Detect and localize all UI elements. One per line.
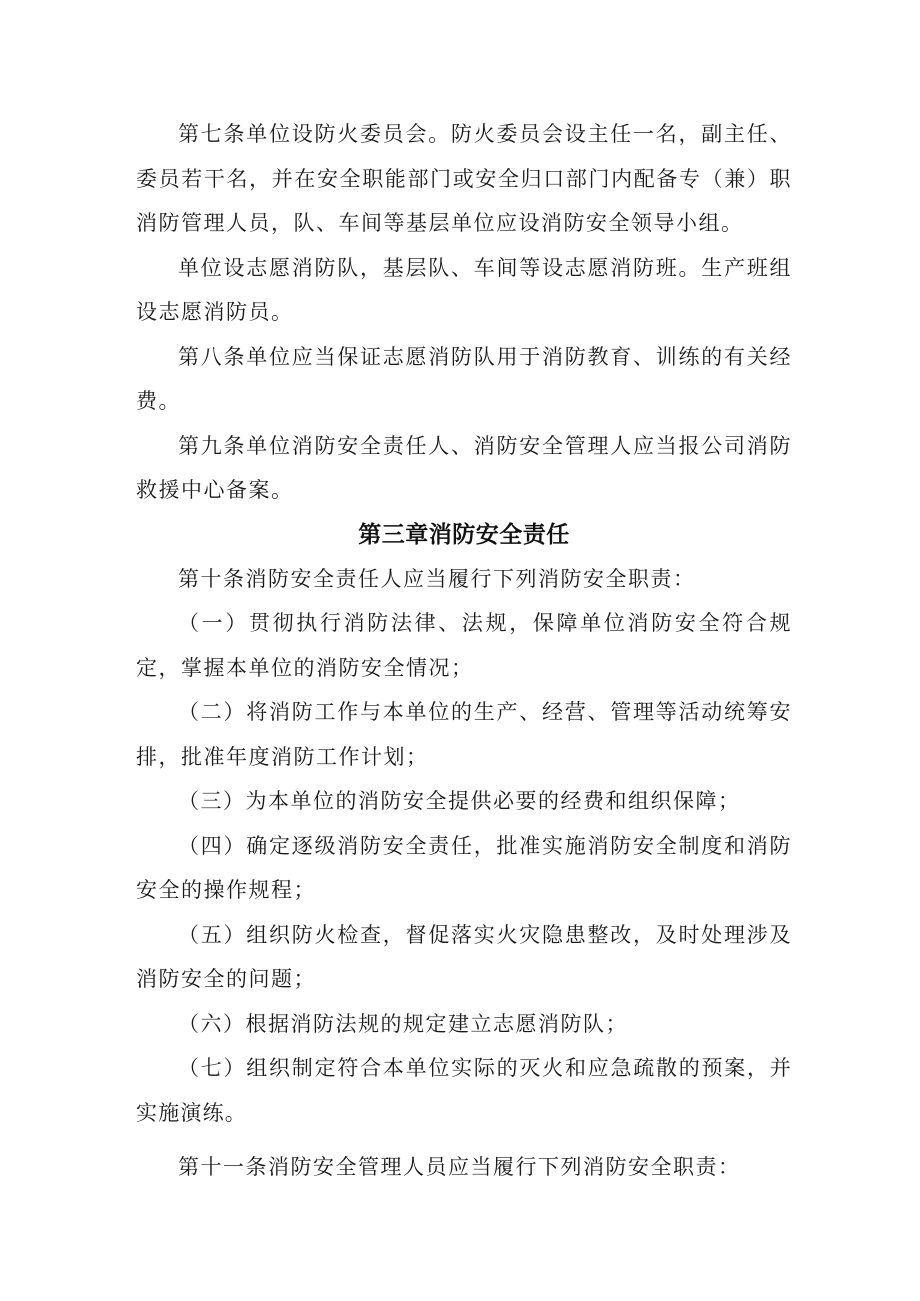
article-10-item-6: （六）根据消防法规的规定建立志愿消防队； xyxy=(178,1011,628,1036)
article-10-item-3: （三）为本单位的消防安全提供必要的经费和组织保障； xyxy=(178,789,741,813)
article-10-intro: 第十条消防安全责任人应当履行下列消防安全职责： xyxy=(178,566,696,591)
volunteer-team-paragraph: 单位设志愿消防队，基层队、车间等设志愿消防班。生产班组设志愿消防员。 xyxy=(136,255,792,324)
article-10-item-2: （二）将消防工作与本单位的生产、经营、管理等活动统筹安排，批准年度消防工作计划； xyxy=(136,700,792,769)
article-9-paragraph: 第九条单位消防安全责任人、消防安全管理人应当报公司消防救援中心备案。 xyxy=(136,433,792,502)
article-10-item-1: （一）贯彻执行消防法律、法规，保障单位消防安全符合规定，掌握本单位的消防安全情况； xyxy=(136,611,792,680)
article-8-paragraph: 第八条单位应当保证志愿消防队用于消防教育、训练的有关经费。 xyxy=(136,344,792,413)
article-10-item-4: （四）确定逐级消防安全责任，批准实施消防安全制度和消防安全的操作规程； xyxy=(136,833,792,902)
article-7-paragraph: 第七条单位设防火委员会。防火委员会设主任一名，副主任、委员若干名，并在安全职能部门或安全归口部门内配备专（兼）职消防管理人员，队、车间等基层单位应设消防安全领导小组。 xyxy=(136,122,792,235)
article-10-item-5: （五）组织防火检查，督促落实火灾隐患整改，及时处理涉及消防安全的问题； xyxy=(136,922,792,991)
paragraph-gap xyxy=(136,1135,792,1145)
chapter-title: 第三章消防安全责任 xyxy=(358,521,570,548)
article-11-intro: 第十一条消防安全管理人员应当履行下列消防安全职责： xyxy=(178,1155,741,1179)
document-page xyxy=(136,112,792,1190)
article-10-item-7: （七）组织制定符合本单位实际的灭火和应急疏散的预案，并实施演练。 xyxy=(136,1056,792,1125)
